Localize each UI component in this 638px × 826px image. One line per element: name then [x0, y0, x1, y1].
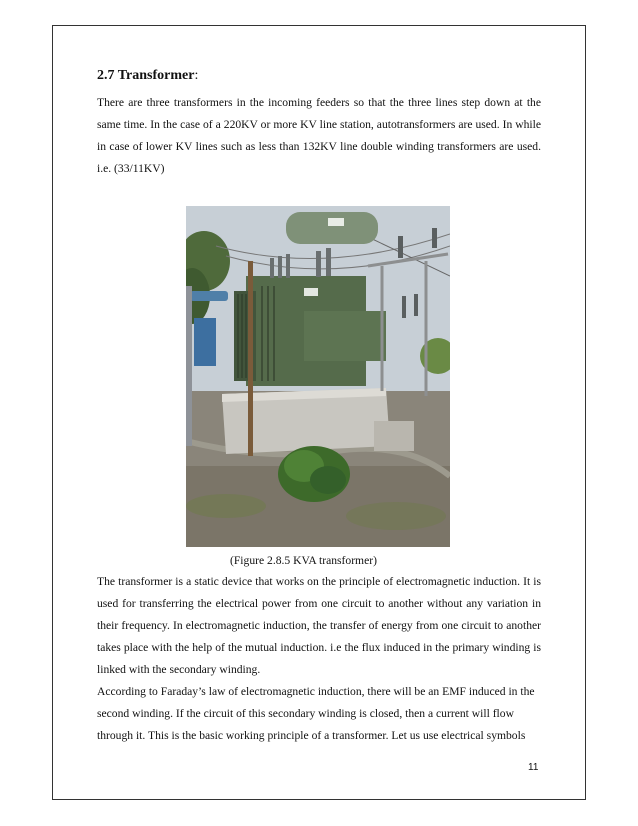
transformer-photo — [186, 206, 450, 547]
intro-paragraph: There are three transformers in the incoming feeders so that the three lines step down at the same time. In the case of a 220KV or more KV line station, autotransformers are used. In while in case of lower KV lines such as less than 132KV line double winding transformers are used. i.e. (33/11KV) — [97, 96, 541, 175]
page-number: 11 — [528, 762, 539, 773]
body-paragraph-2: According to Faraday’s law of electromagnetic induction, there will be an EMF induced in the second winding. If the circuit of this secondary winding is closed, then a current will flow through it. This is the basic working principle of a transformer. Let us use electrical symbols — [97, 685, 535, 742]
figure-caption: (Figure 2.8.5 KVA transformer) — [230, 554, 377, 567]
transformer-photo-drawing — [186, 206, 450, 547]
section-heading: 2.7 Transformer: — [97, 68, 199, 83]
section-content — [97, 66, 541, 180]
body-paragraph-1: The transformer is a static device that works on the principle of electromagnetic induction. It is used for transferring the electrical power from one circuit to another without any variation in their frequency. In electromagnetic induction, the transfer of energy from one circuit to another takes place with the help of the mutual induction. i.e the flux induced in the primary winding is linked with the secondary winding. — [97, 575, 541, 676]
body-text — [97, 571, 541, 747]
